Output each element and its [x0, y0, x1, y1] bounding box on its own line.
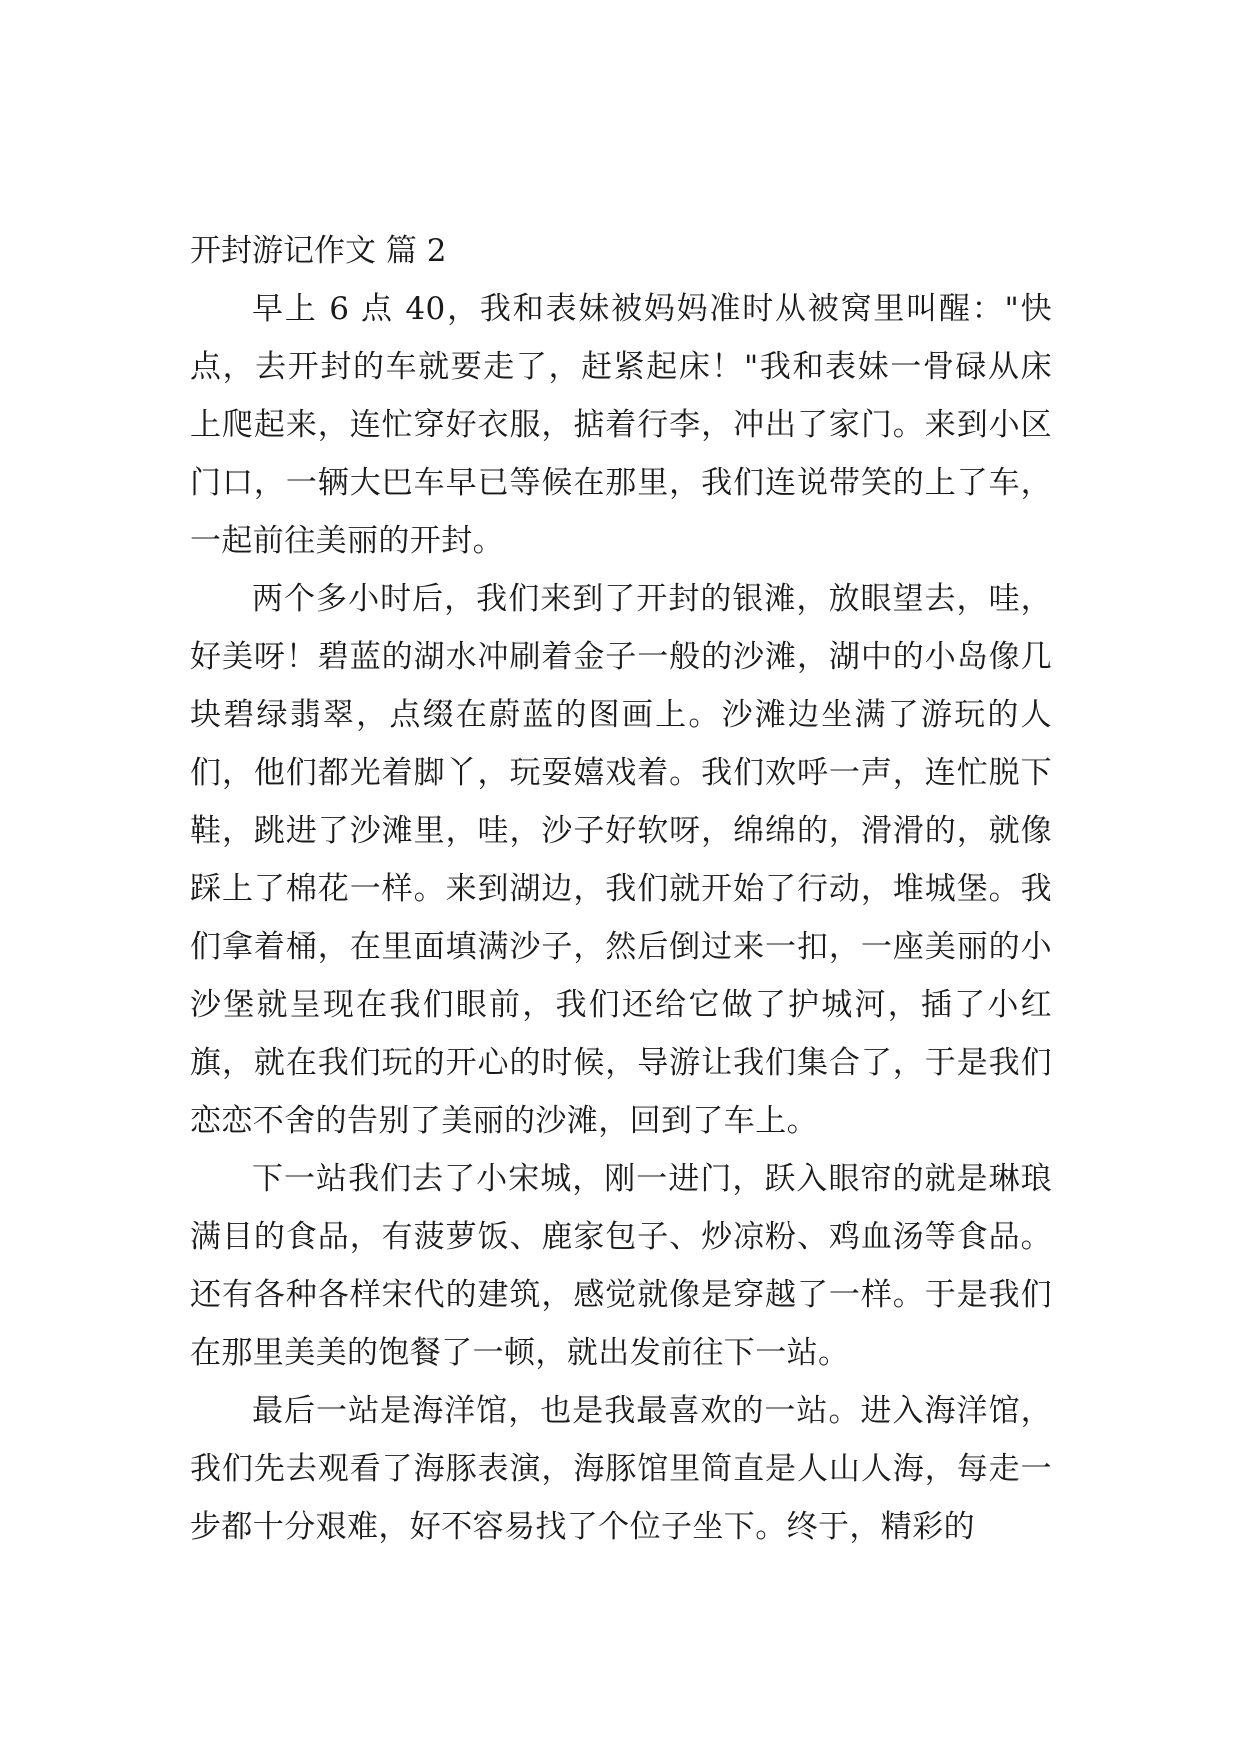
document-body — [190, 222, 1052, 1556]
document-title: 开封游记作文 篇 2 — [190, 233, 447, 269]
paragraph-3: 下一站我们去了小宋城，刚一进门，跃入眼帘的就是琳琅满目的食品，有菠萝饭、鹿家包子、炒凉粉、鸡血汤等食品。还有各种各样宋代的建筑，感觉就像是穿越了一样。于是我们在那里美美的饱餐了一顿，就出发前往下一站。 — [190, 1161, 1052, 1371]
paragraph-2: 两个多小时后，我们来到了开封的银滩，放眼望去，哇，好美呀！碧蓝的湖水冲刷着金子一般的沙滩，湖中的小岛像几块碧绿翡翠，点缀在蔚蓝的图画上。沙滩边坐满了游玩的人们，他们都光着脚丫，玩耍嬉戏着。我们欢呼一声，连忙脱下鞋，跳进了沙滩里，哇，沙子好软呀，绵绵的，滑滑的，就像踩上了棉花一样。来到湖边，我们就开始了行动，堆城堡。我们拿着桶，在里面填满沙子，然后倒过来一扣，一座美丽的小沙堡就呈现在我们眼前，我们还给它做了护城河，插了小红旗，就在我们玩的开心的时候，导游让我们集合了，于是我们恋恋不舍的告别了美丽的沙滩，回到了车上。 — [190, 581, 1052, 1139]
paragraph-4: 最后一站是海洋馆，也是我最喜欢的一站。进入海洋馆，我们先去观看了海豚表演，海豚馆里简直是人山人海，每走一步都十分艰难，好不容易找了个位子坐下。终于，精彩的 — [190, 1393, 1052, 1545]
paragraph-1: 早上 6 点 40，我和表妹被妈妈准时从被窝里叫醒："快点，去开封的车就要走了，赶紧起床！"我和表妹一骨碌从床上爬起来，连忙穿好衣服，掂着行李，冲出了家门。来到小区门口，一辆大巴车早已等候在那里，我们连说带笑的上了车，一起前往美丽的开封。 — [190, 291, 1052, 559]
